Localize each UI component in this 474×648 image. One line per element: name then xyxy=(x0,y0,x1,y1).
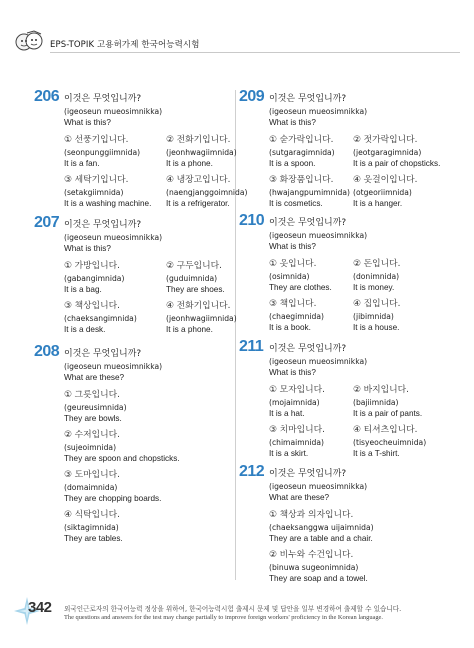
option-2: ② 수저입니다. (sujeoimnida) They are spoon and chopsticks. xyxy=(64,430,180,463)
question-number: 210 xyxy=(239,212,265,229)
question-number: 206 xyxy=(34,88,60,105)
mascot-logo-icon xyxy=(14,28,44,54)
option-1: ① 옷입니다. (osimnida) They are clothes. xyxy=(269,259,332,292)
option-4: ④ 전화기입니다. (jeonhwagiimnida) It is a phone. xyxy=(166,301,237,334)
option-3: ③ 화장품입니다. (hwajangpumimnida) It is cosmetics. xyxy=(269,175,350,208)
footer-note-korean: 외국인근로자의 한국어능력 정상을 위하여, 한국어능력시험 출제시 문제 및 답안을 일부 변경하여 출제할 수 있습니다. xyxy=(64,605,402,613)
question-text: 이것은 무엇입니까? xyxy=(269,344,347,354)
option-4: ④ 냉장고입니다. (naengjanggoimnida) It is a refrigerator. xyxy=(166,175,248,208)
page-number: 342 xyxy=(28,599,52,616)
question-text: 이것은 무엇입니까? xyxy=(64,94,142,104)
question-romanization: (igeoseun mueosimnikka) xyxy=(64,233,163,242)
question-number: 209 xyxy=(239,88,265,105)
question-romanization: (igeoseun mueosimnikka) xyxy=(269,482,368,491)
question-text: 이것은 무엇입니까? xyxy=(269,469,347,479)
question-210 xyxy=(239,214,463,333)
page-header xyxy=(14,34,464,60)
option-3: ③ 도마입니다. (domaimnida) They are chopping boards. xyxy=(64,470,162,503)
option-4: ④ 집입니다. (jibimnida) It is a house. xyxy=(353,299,401,332)
question-number: 207 xyxy=(34,214,60,231)
question-english: What are these? xyxy=(64,373,125,382)
question-english: What is this? xyxy=(64,118,111,127)
option-3: ③ 치마입니다. (chimaimnida) It is a skirt. xyxy=(269,425,325,458)
option-2: ② 젓가락입니다. (jeotgaragimnida) It is a pair of chopsticks. xyxy=(353,135,441,168)
question-romanization: (igeoseun mueosimnikka) xyxy=(269,357,368,366)
option-2: ② 전화기입니다. (jeonhwagiimnida) It is a phone. xyxy=(166,135,237,168)
option-1: ① 가방입니다. (gabangimnida) It is a bag. xyxy=(64,261,125,294)
question-romanization: (igeoseun mueosimnikka) xyxy=(269,231,368,240)
question-text: 이것은 무엇입니까? xyxy=(269,218,347,228)
question-english: What is this? xyxy=(269,242,316,251)
option-4: ④ 식탁입니다. (siktagimnida) They are tables. xyxy=(64,510,123,543)
option-2: ② 바지입니다. (bajiimnida) It is a pair of pants. xyxy=(353,385,423,418)
question-number: 208 xyxy=(34,343,60,360)
question-text: 이것은 무엇입니까? xyxy=(269,94,347,104)
option-3: ③ 세탁기입니다. (setakgiimnida) It is a washing machine. xyxy=(64,175,152,208)
question-english: What is this? xyxy=(64,244,111,253)
question-text: 이것은 무엇입니까? xyxy=(64,349,142,359)
option-1: ① 책상과 의자입니다. (chaeksanggwa uijaimnida) They are a table and a chair. xyxy=(269,510,374,543)
header-title: EPS-TOPIK 고용허가제 한국어능력시험 xyxy=(50,40,200,50)
question-207 xyxy=(34,216,268,335)
footer-note-english: The questions and answers for the test may change partially to improve foreign workers' proficiency in the Korean language. xyxy=(64,614,383,621)
question-number: 211 xyxy=(239,338,264,355)
option-2: ② 비누와 수건입니다. (binuwa sugeonimnida) They are soap and a towel. xyxy=(269,550,368,583)
question-number: 212 xyxy=(239,463,265,480)
option-3: ③ 책입니다. (chaegimnida) It is a book. xyxy=(269,299,324,332)
question-208 xyxy=(34,345,244,544)
question-212 xyxy=(239,465,449,584)
question-text: 이것은 무엇입니까? xyxy=(64,220,142,230)
question-romanization: (igeoseun mueosimnikka) xyxy=(64,362,163,371)
option-1: ① 모자입니다. (mojaimnida) It is a hat. xyxy=(269,385,325,418)
question-206 xyxy=(34,90,268,209)
question-211 xyxy=(239,340,463,459)
question-english: What is this? xyxy=(269,368,316,377)
option-1: ① 그릇입니다. (geureusimnida) They are bowls. xyxy=(64,390,127,423)
option-4: ④ 티셔츠입니다. (tisyeocheuimnida) It is a T-shirt. xyxy=(353,425,427,458)
option-1: ① 선풍기입니다. (seonpunggiimnida) It is a fan. xyxy=(64,135,141,168)
option-2: ② 돈입니다. (donimnida) It is money. xyxy=(353,259,401,292)
header-divider xyxy=(50,52,460,53)
page-footer xyxy=(12,596,464,636)
question-english: What are these? xyxy=(269,493,330,502)
option-3: ③ 책상입니다. (chaeksangimnida) It is a desk. xyxy=(64,301,137,334)
option-1: ① 숟가락입니다. (sutgaragimnida) It is a spoon. xyxy=(269,135,335,168)
option-4: ④ 옷걸이입니다. (otgeoriimnida) It is a hanger. xyxy=(353,175,418,208)
question-209 xyxy=(239,90,463,209)
question-romanization: (igeoseun mueosimnikka) xyxy=(64,107,163,116)
question-romanization: (igeoseun mueosimnikka) xyxy=(269,107,368,116)
question-english: What is this? xyxy=(269,118,316,127)
option-2: ② 구두입니다. (guduimnida) They are shoes. xyxy=(166,261,225,294)
